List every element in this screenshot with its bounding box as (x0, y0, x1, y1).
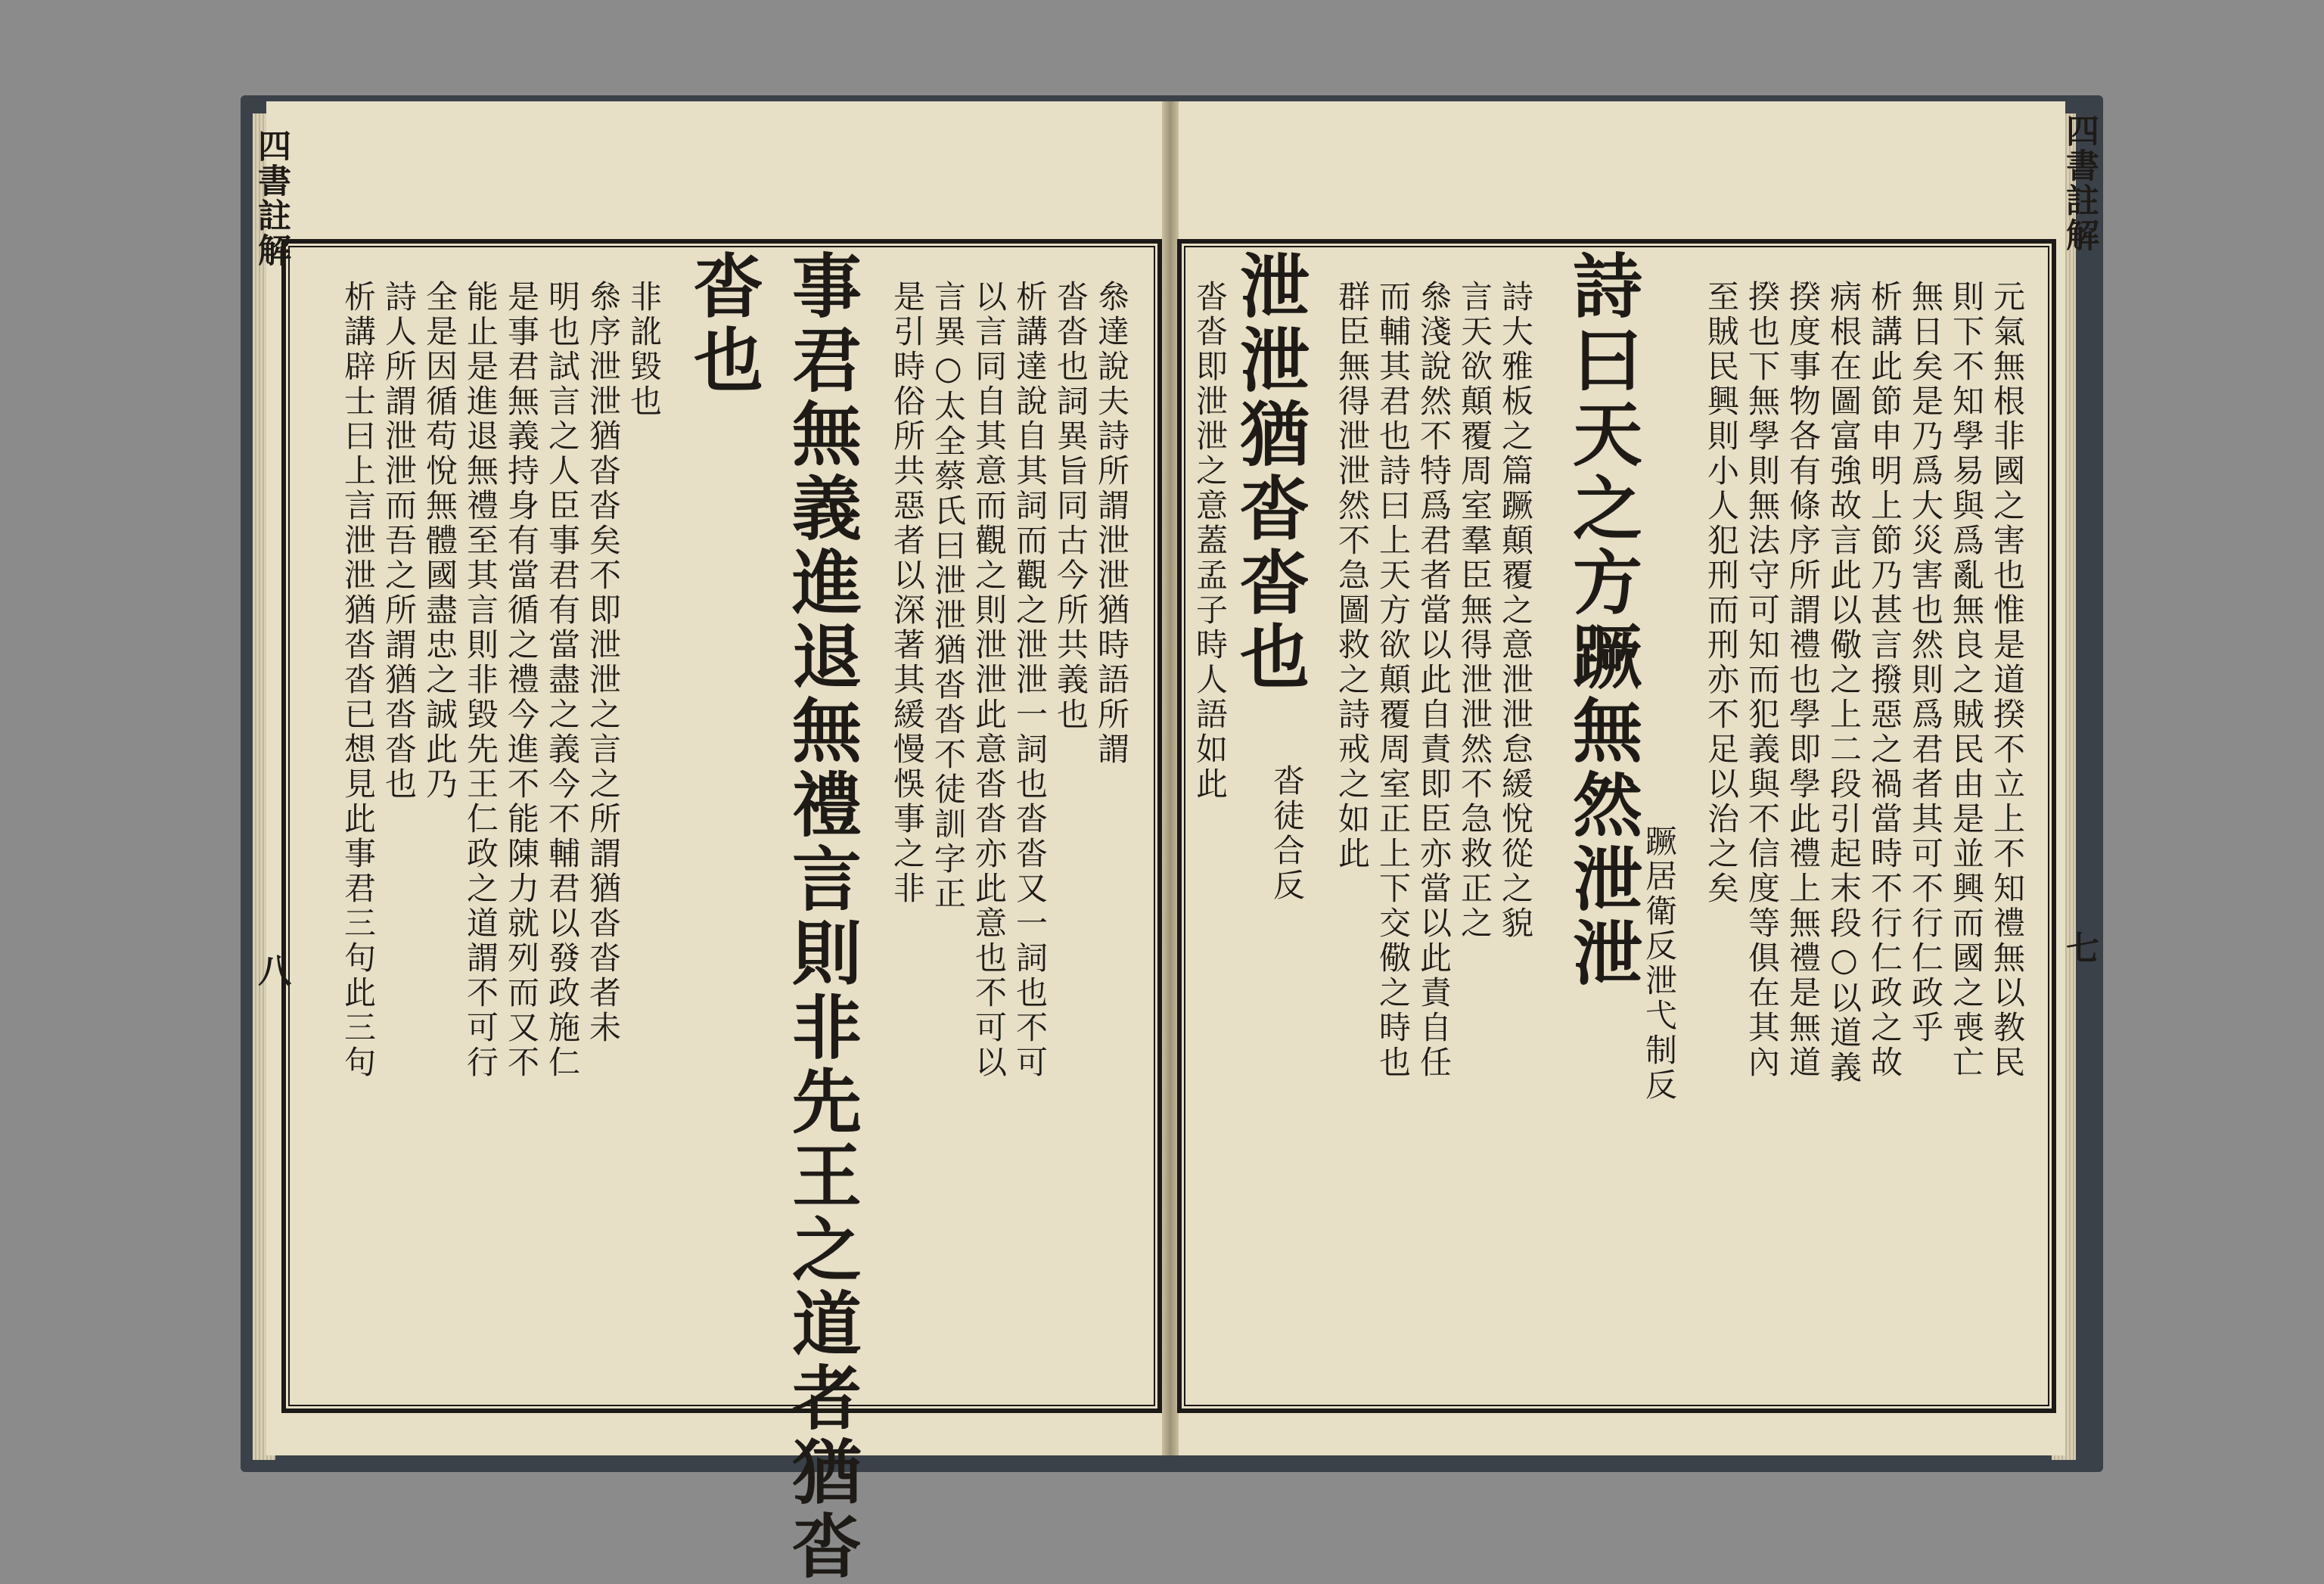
left-main-text-column: 沓也 (682, 250, 764, 398)
left-text-column: 是引時俗所共惡者以深著其緩慢悞事之非 (889, 280, 926, 906)
right-text-column: 無日矣是乃爲大災害也然則爲君者其可不行仁政乎 (1907, 280, 1944, 1045)
left-text-column: 析講辟士曰上言泄泄猶沓沓已想見此事君三句此三句 (340, 280, 377, 1080)
right-text-column: 至賊民興則小人犯刑而刑亦不足以治之矣 (1703, 280, 1740, 906)
left-margin-page: 八 (252, 953, 290, 988)
right-text-column: 群臣無得泄泄然不急圖救之詩戒之如此 (1334, 280, 1371, 871)
right-margin-title: 四書註解 (2060, 113, 2099, 253)
left-text-column: 以言同自其意而觀之則泄泄此意沓沓亦此意也不可以 (971, 280, 1008, 1080)
right-text-column: 揆也下無學則無法守可知而犯義與不信度等俱在其內 (1744, 280, 1781, 1080)
left-text-column: 言異○太全蔡氏曰泄泄猶沓沓不徒訓字正 (930, 280, 967, 912)
right-pronunciation-note: 沓徒合反 (1269, 764, 1306, 903)
left-text-column: 詩人所謂泄泄而吾之所謂猶沓沓也 (381, 280, 418, 802)
left-text-column: 叅達說夫詩所謂泄泄猶時語所謂 (1093, 280, 1130, 767)
right-text-column: 病根在圖富強故言此以儆之上二段引起末段○以道義 (1825, 280, 1863, 1086)
right-main-text-column: 詩曰天之方蹶無然泄泄 (1561, 250, 1643, 991)
right-text-column: 詩大雅板之篇蹶顛覆之意泄泄怠緩悅從之貌 (1497, 280, 1534, 941)
right-text-column: 揆度事物各有條序所謂禮也學即學此禮上無禮是無道 (1785, 280, 1822, 1080)
left-text-column: 明也試言之人臣事君有當盡之義今不輔君以發政施仁 (544, 280, 581, 1080)
left-text-column: 是事君無義持身有當循之禮今進不能陳力就列而又不 (503, 280, 540, 1080)
right-text-column: 元氣無根非國之害也惟是道揆不立上不知禮無以教民 (1989, 280, 2026, 1080)
left-text-column: 非訛毀也 (626, 280, 663, 419)
right-text-column: 叅淺說然不特爲君者當以此自責即臣亦當以此責自任 (1415, 280, 1452, 1080)
left-text-column: 全是因循苟悅無體國盡忠之誠此乃 (421, 280, 458, 802)
left-main-text-column: 事君無義進退無禮言則非先王之道者猶沓 (781, 250, 862, 1584)
book-gutter (1162, 101, 1179, 1455)
right-pronunciation-note: 蹶居衛反泄弋制反 (1641, 825, 1678, 1103)
right-text-column: 而輔其君也詩曰上天方欲顛覆周室正上下交儆之時也 (1375, 280, 1412, 1080)
right-text-column: 析講此節申明上節乃甚言撥惡之禍當時不行仁政之故 (1866, 280, 1903, 1080)
left-text-column: 沓沓也詞異旨同古今所共義也 (1052, 280, 1089, 732)
left-text-column: 析講達說自其詞而觀之泄泄一詞也沓沓又一詞也不可 (1011, 280, 1049, 1080)
right-main-text-column: 泄泄猶沓沓也 (1229, 250, 1310, 694)
left-text-column: 能止是進退無禮至其言則非毀先王仁政之道謂不可行 (462, 280, 499, 1080)
right-margin-page: 七 (2060, 930, 2099, 965)
right-text-column: 言天欲顛覆周室羣臣無得泄泄然不急救正之 (1456, 280, 1493, 941)
left-text-column: 叅序泄泄猶沓沓矣不即泄泄之言之所謂猶沓沓者未 (585, 280, 622, 1045)
right-text-column: 則下不知學易與爲亂無良之賊民由是並興而國之喪亡 (1948, 280, 1985, 1080)
right-text-column: 沓沓即泄泄之意蓋孟子時人語如此 (1192, 280, 1229, 802)
left-margin-title: 四書註解 (252, 129, 290, 268)
